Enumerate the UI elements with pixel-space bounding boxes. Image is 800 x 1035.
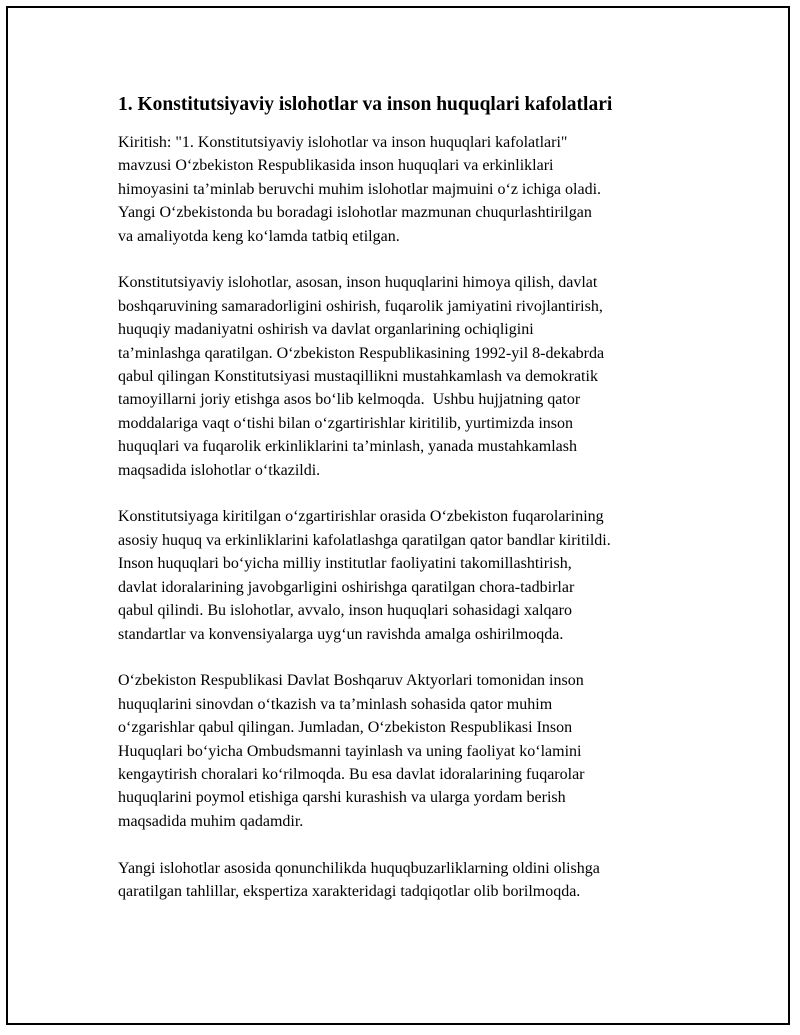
- text-line: maqsadida muhim qadamdir.: [118, 812, 304, 830]
- paragraph-ombudsman: [118, 669, 698, 833]
- text-line: asosiy huquq va erkinliklarini kafolatlashga qaratilgan qator bandlar kiritildi.: [118, 531, 611, 549]
- text-line: maqsadida islohotlar o‘tkazildi.: [118, 461, 321, 479]
- text-line: huquqlarini sinovdan o‘tkazish va ta’minlash sohasida qator muhim: [118, 695, 553, 713]
- text-line: Konstitutsiyaga kiritilgan o‘zgartirishlar orasida O‘zbekiston fuqarolarining: [118, 508, 604, 526]
- text-line: boshqaruvining samaradorligini oshirish, fuqarolik jamiyatini rivojlantirish,: [118, 297, 603, 315]
- paragraph-new-reforms: [118, 857, 698, 904]
- text-line: huquqlarini poymol etishiga qarshi kurashish va ularga yordam berish: [118, 789, 566, 807]
- text-line: Inson huquqlari bo‘yicha milliy institutlar faoliyatini takomillashtirish,: [118, 555, 572, 573]
- text-line: O‘zbekiston Respublikasi Davlat Boshqaruv Aktyorlari tomonidan inson: [118, 672, 584, 690]
- text-line: davlat idoralarining javobgarligini oshirishga qaratilgan chora-tadbirlar: [118, 578, 575, 596]
- text-line: himoyasini ta’minlab beruvchi muhim islohotlar majmuini o‘z ichiga oladi.: [118, 180, 602, 198]
- paragraph-introduction: [118, 131, 698, 248]
- document-body: [118, 92, 698, 927]
- text-line: Konstitutsiyaviy islohotlar, asosan, inson huquqlarini himoya qilish, davlat: [118, 274, 598, 292]
- paragraph-constitutional-reforms: [118, 271, 698, 482]
- text-line: tamoyillarni joriy etishga asos bo‘lib kelmoqda. Ushbu hujjatning qator: [118, 391, 581, 409]
- paragraph-constitution-amendments: [118, 505, 698, 645]
- text-line: Yangi islohotlar asosida qonunchilikda huquqbuzarliklarning oldini olishga: [118, 859, 600, 877]
- text-line: Yangi O‘zbekistonda bu boradagi islohotlar mazmunan chuqurlashtirilgan: [118, 204, 592, 222]
- text-line: Kiritish: "1. Konstitutsiyaviy islohotlar va inson huquqlari kafolatlari": [118, 134, 568, 151]
- text-line: o‘zgarishlar qabul qilingan. Jumladan, O‘zbekiston Respublikasi Inson: [118, 719, 573, 737]
- text-line: ta’minlashga qaratilgan. O‘zbekiston Respublikasining 1992-yil 8-dekabrda: [118, 344, 605, 362]
- text-line: qaratilgan tahlillar, ekspertiza xarakteridagi tadqiqotlar olib borilmoqda.: [118, 882, 581, 900]
- text-line: qabul qilingan Konstitutsiyasi mustaqillikni mustahkamlash va demokratik: [118, 368, 598, 386]
- text-line: standartlar va konvensiyalarga uyg‘un ravishda amalga oshirilmoqda.: [118, 625, 564, 643]
- text-line: huquqlari va fuqarolik erkinliklarini ta’minlash, yanada mustahkamlash: [118, 438, 577, 456]
- text-line: huquqiy madaniyatni oshirish va davlat organlarining ochiqligini: [118, 321, 534, 339]
- text-line: moddalariga vaqt o‘tishi bilan o‘zgartirishlar kiritilib, yurtimizda inson: [118, 414, 574, 432]
- text-line: mavzusi O‘zbekiston Respublikasida inson huquqlari va erkinliklari: [118, 157, 554, 175]
- document-title: 1. Konstitutsiyaviy islohotlar va inson huquqlari kafolatlari: [118, 94, 613, 115]
- text-line: Huquqlari bo‘yicha Ombudsmanni tayinlash va uning faoliyat ko‘lamini: [118, 742, 582, 760]
- text-line: va amaliyotda keng ko‘lamda tatbiq etilgan.: [118, 227, 400, 245]
- text-line: kengaytirish choralari ko‘rilmoqda. Bu esa davlat idoralarining fuqarolar: [118, 765, 585, 783]
- text-line: qabul qilindi. Bu islohotlar, avvalo, inson huquqlari sohasidagi xalqaro: [118, 602, 572, 620]
